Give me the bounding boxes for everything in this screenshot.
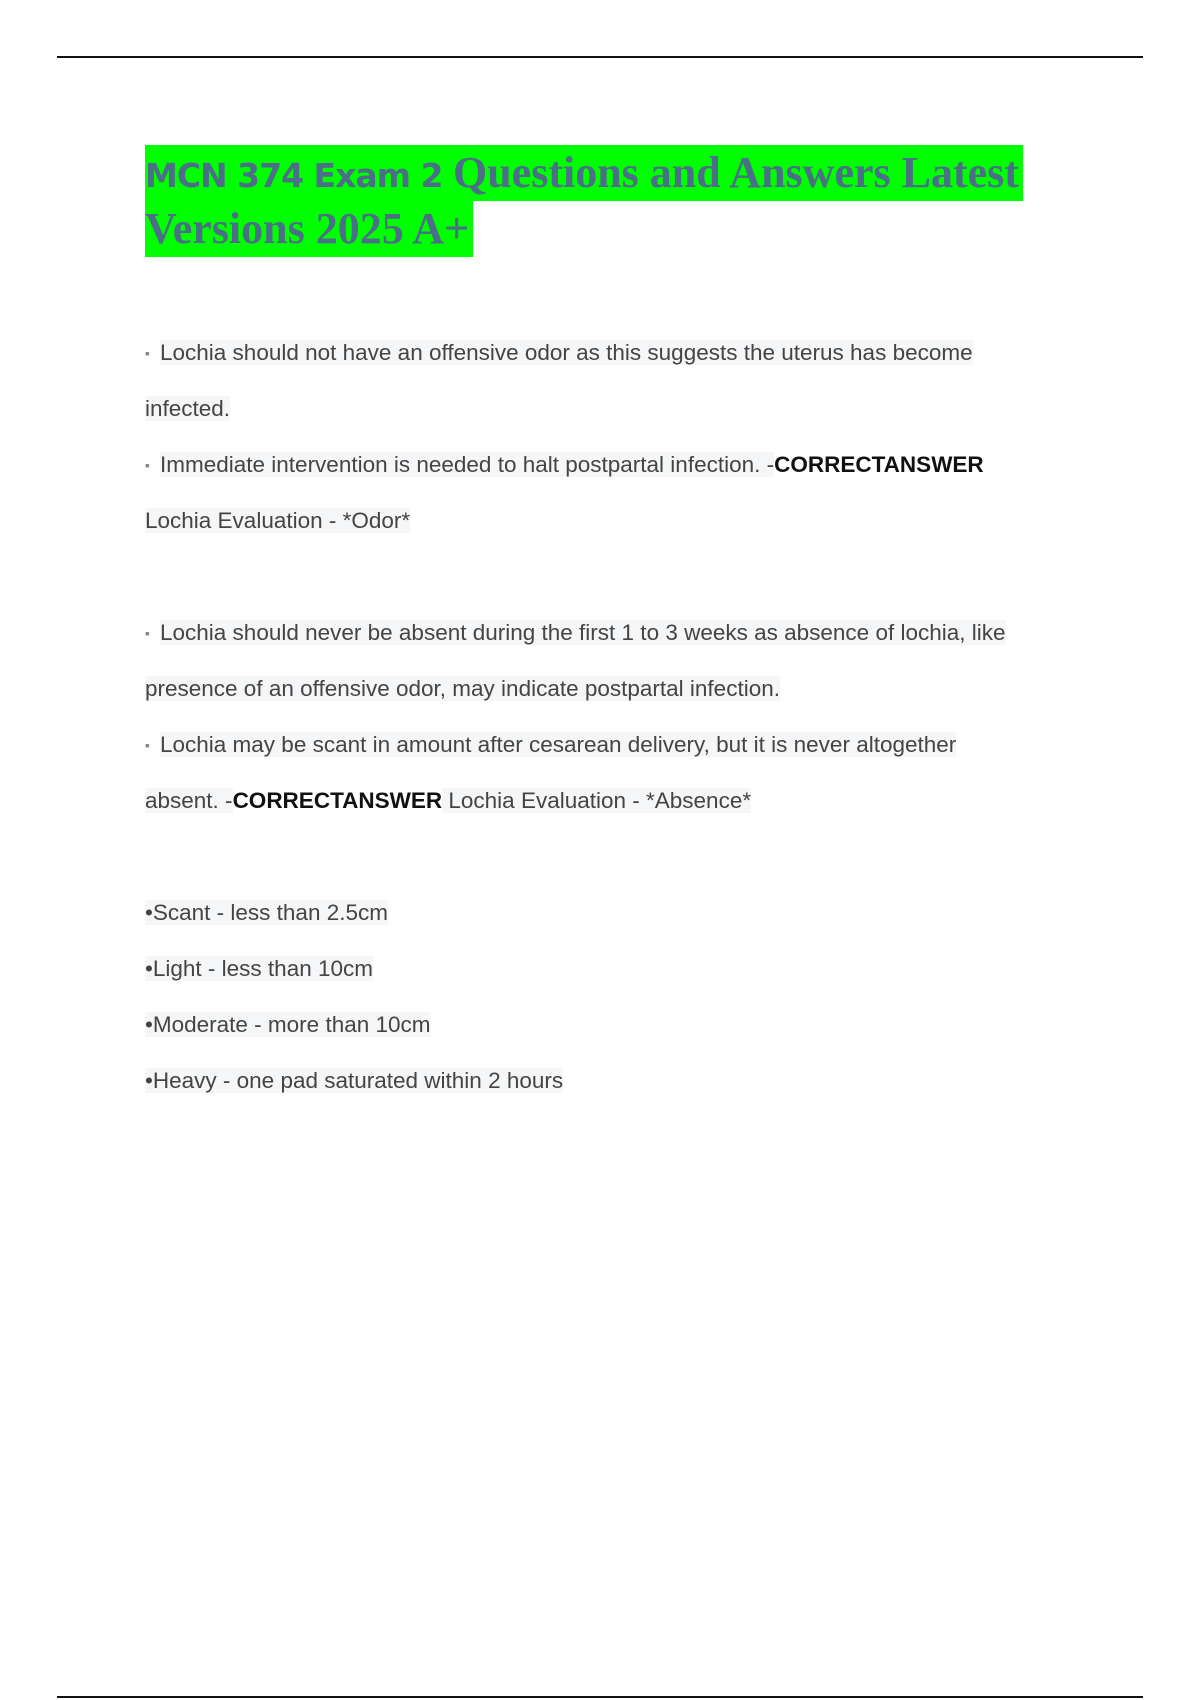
header-rule <box>57 56 1143 58</box>
bullet-icon: ▪ <box>145 345 150 361</box>
entry-absence-line-1 <box>145 612 1095 668</box>
footer-rule <box>57 1696 1143 1698</box>
entry-absence-line-3 <box>145 724 1095 780</box>
document-title <box>145 145 1095 257</box>
bullet-icon: ▪ <box>145 625 150 641</box>
entry-absence-answer: Lochia Evaluation - *Absence* <box>442 788 752 813</box>
amount-light: •Light - less than 10cm <box>145 956 373 981</box>
entry-absence-text-2: presence of an offensive odor, may indicate postpartal infection. <box>145 676 780 701</box>
list-item <box>145 1004 1095 1060</box>
entry-odor-text-2: infected. <box>145 396 231 421</box>
document-body <box>145 332 1095 1116</box>
title-line-2 <box>145 201 473 257</box>
entry-absence-tail: absent. - <box>145 788 233 813</box>
correct-answer-marker: CORRECTANSWER <box>774 452 984 477</box>
entry-odor-line-3 <box>145 444 1095 500</box>
entry-odor-text-1: Lochia should not have an offensive odor as this suggests the uterus has become <box>160 340 973 365</box>
list-item <box>145 948 1095 1004</box>
entry-absence-answer-line <box>145 780 1095 836</box>
entry-absence-text-1: Lochia should never be absent during the first 1 to 3 weeks as absence of lochia, like <box>160 620 1006 645</box>
entry-odor-text-3: Immediate intervention is needed to halt postpartal infection. - <box>160 452 775 477</box>
title-version-text: Versions 2025 A+ <box>145 204 470 253</box>
title-main-text: Questions and Answers Latest <box>452 148 1019 197</box>
amount-scant: •Scant - less than 2.5cm <box>145 900 388 925</box>
entry-odor-line-2 <box>145 388 1095 444</box>
entry-odor-line-1 <box>145 332 1095 388</box>
amount-moderate: •Moderate - more than 10cm <box>145 1012 431 1037</box>
title-line-1 <box>145 145 1023 201</box>
correct-answer-marker: CORRECTANSWER <box>232 788 443 813</box>
list-item <box>145 892 1095 948</box>
entry-odor-answer: Lochia Evaluation - *Odor* <box>145 508 411 533</box>
entry-absence-line-2 <box>145 668 1095 724</box>
bullet-icon: ▪ <box>145 457 150 473</box>
amount-heavy: •Heavy - one pad saturated within 2 hours <box>145 1068 564 1093</box>
entry-odor-answer-line <box>145 500 1095 556</box>
bullet-icon: ▪ <box>145 737 150 753</box>
title-course-code: MCN 374 Exam 2 <box>145 156 453 195</box>
entry-absence-text-3: Lochia may be scant in amount after cesarean delivery, but it is never altogether <box>160 732 957 757</box>
list-item <box>145 1060 1095 1116</box>
